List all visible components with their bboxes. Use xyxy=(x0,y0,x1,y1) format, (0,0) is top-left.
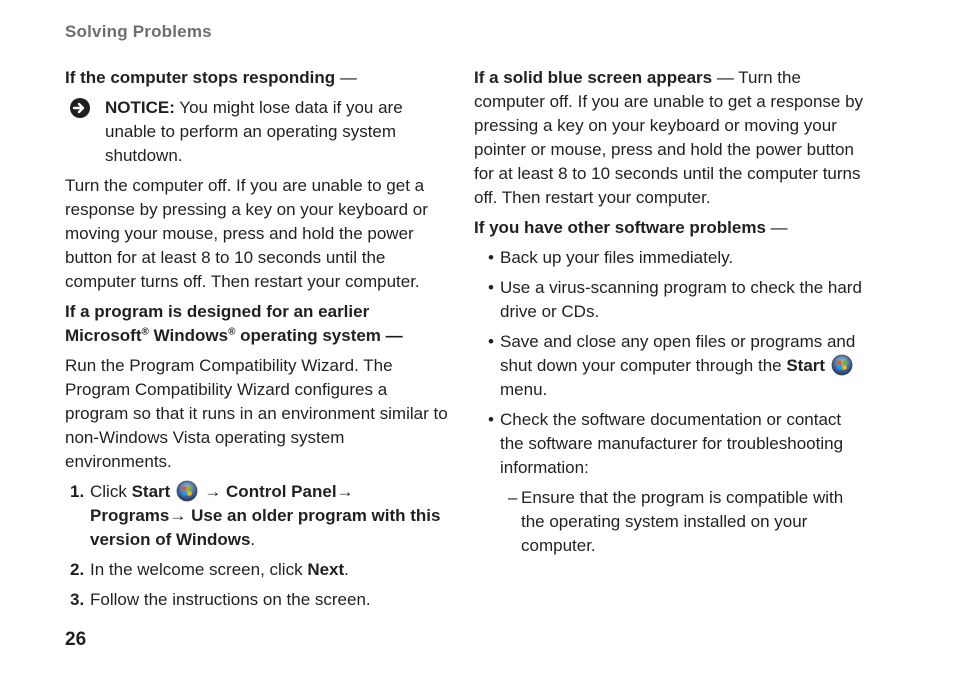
earlier-program-body: Run the Program Compatibility Wizard. The Program Compatibility Wizard configures a program so that it runs in an environment similar to non-Windows Vista operating system environments. xyxy=(65,356,448,471)
blue-screen-paragraph: If a solid blue screen appears — Turn the computer off. If you are unable to get a response by pressing a key on your keyboard or moving your pointer or mouse, press and hold the power button for at least 8 to 10 seconds until the computer turns off. Then restart your computer. xyxy=(474,68,864,207)
steps-list xyxy=(65,480,450,612)
software-bullet-list xyxy=(474,246,864,558)
sub-list-item: – Ensure that the program is compatible with the operating system installed on your computer. xyxy=(508,488,844,555)
start-label: Start xyxy=(131,482,171,501)
notice-icon xyxy=(69,97,91,119)
step-1: 1. Click Start → Control Panel→ Programs→ Use an older program with this version of Windows. xyxy=(70,482,441,549)
list-item: • Back up your files immediately. xyxy=(488,248,734,267)
left-column xyxy=(65,66,450,618)
step-3: 3. Follow the instructions on the screen. xyxy=(70,590,371,609)
notice-block xyxy=(65,96,450,168)
windows-start-orb-icon xyxy=(831,354,853,376)
list-item: • Check the software documentation or contact the software manufacturer for troubleshooting information: xyxy=(488,410,844,477)
right-column xyxy=(474,66,864,564)
page-number: 26 xyxy=(65,629,87,650)
stops-responding-heading: If the computer stops responding — xyxy=(65,68,357,87)
software-problems-heading: If you have other software problems — xyxy=(474,218,788,237)
list-item: • Save and close any open files or programs and shut down your computer through the Start menu. xyxy=(488,332,856,399)
stops-responding-body: Turn the computer off. If you are unable to get a response by pressing a key on your keyboard or moving your mouse, press and hold the power button for at least 8 to 10 seconds until the computer turns off. Then restart your computer. xyxy=(65,176,428,291)
section-header: Solving Problems xyxy=(65,22,212,41)
step-2: 2. In the welcome screen, click Next. xyxy=(70,560,349,579)
list-item: • Use a virus-scanning program to check the hard drive or CDs. xyxy=(488,278,862,321)
earlier-program-heading: If a program is designed for an earlier Microsoft® Windows® operating system — xyxy=(65,302,403,345)
windows-start-orb-icon xyxy=(176,480,198,502)
start-label: Start xyxy=(786,356,826,375)
notice-text: NOTICE: You might lose data if you are unable to perform an operating system shutdown. xyxy=(105,98,403,165)
